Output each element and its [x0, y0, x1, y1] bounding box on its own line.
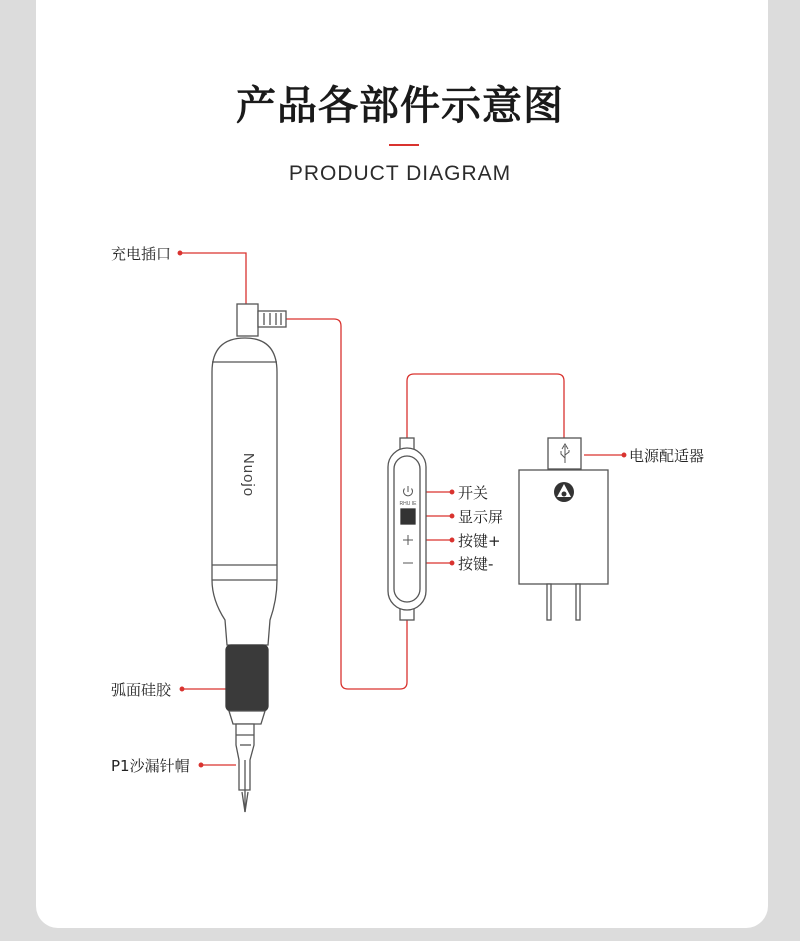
brand-logo-icon	[554, 482, 574, 502]
label-power-adapter: 电源配适器	[629, 447, 705, 465]
label-power-switch: 开关	[458, 484, 489, 502]
page-subtitle: PRODUCT DIAGRAM	[288, 162, 512, 185]
silicone-grip	[226, 645, 268, 711]
cable-controller-to-adapter	[407, 374, 564, 438]
charging-port	[237, 304, 258, 336]
controller-tiny-label: RHU IE	[399, 501, 417, 507]
display-screen	[401, 509, 415, 524]
pen-device	[212, 304, 286, 812]
label-button-plus: 按键+	[458, 532, 501, 550]
label-button-minus: 按键-	[458, 555, 494, 573]
page-title: 产品各部件示意图	[236, 83, 564, 129]
brand-text: Nuojo	[240, 452, 257, 498]
label-needle-cap: P1沙漏针帽	[111, 757, 190, 775]
cable-plug	[258, 311, 286, 327]
label-silicone-grip: 弧面硅胶	[111, 681, 172, 699]
leader-charging-port	[180, 253, 246, 304]
label-charging-port: 充电插口	[111, 245, 172, 263]
label-display-screen: 显示屏	[458, 508, 504, 526]
inline-controller	[388, 438, 426, 620]
power-adapter	[519, 438, 608, 620]
